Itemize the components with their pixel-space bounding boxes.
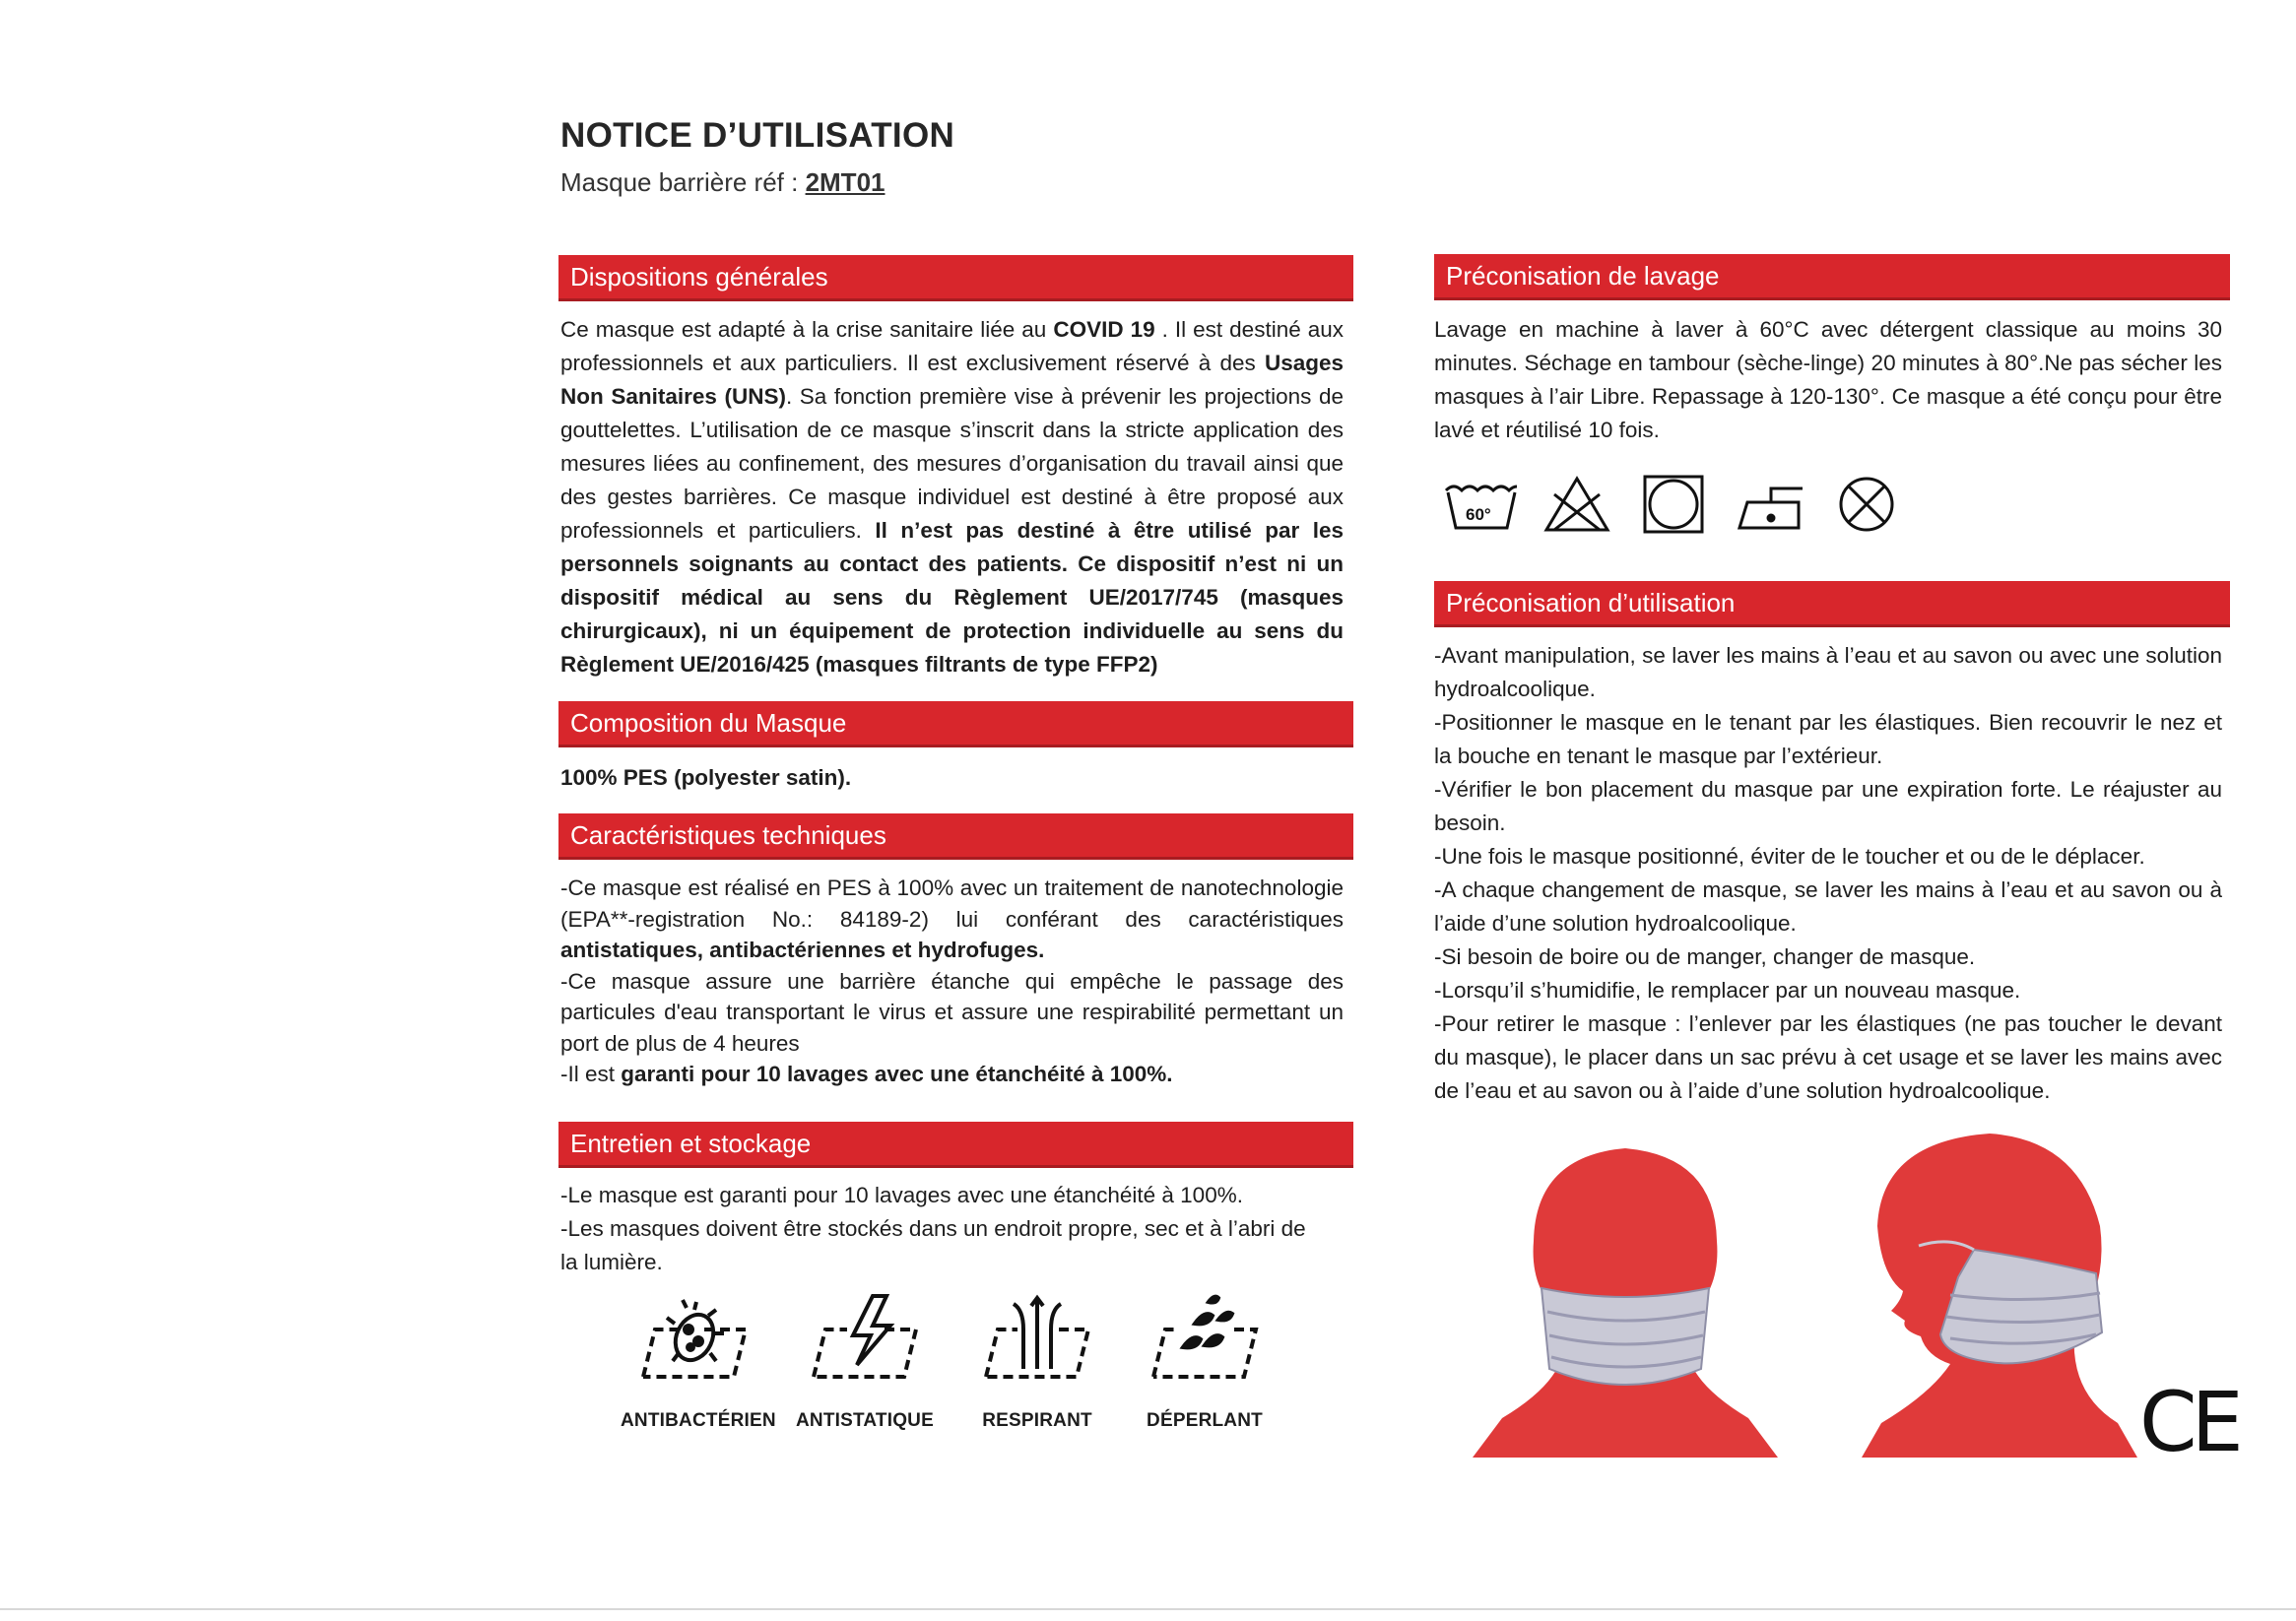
property-label: ANTISTATIQUE [796, 1410, 934, 1431]
tumble-dry-icon [1635, 473, 1712, 536]
lightning-icon [796, 1290, 934, 1389]
section-header-utilisation: Préconisation d’utilisation [1434, 581, 2230, 624]
water-drops-icon [1136, 1290, 1274, 1389]
reference-code: 2MT01 [805, 167, 886, 197]
instruction-line: -Pour retirer le masque : l’enlever par les élastiques (ne pas toucher le devant du masque), le placer dans un sac prévu à cet usage et se laver les mains avec de l’eau et au savon ou à l’aide d’une solution hydroalcoolique. [1434, 1011, 2222, 1103]
section-header-composition: Composition du Masque [558, 701, 1353, 745]
care-icons-row [1442, 473, 1925, 536]
iron-icon [1732, 473, 1808, 536]
head-side-illustration [1842, 1128, 2137, 1458]
head-front-illustration [1473, 1142, 1778, 1458]
property-label: DÉPERLANT [1147, 1410, 1263, 1431]
instruction-line: -Une fois le masque positionné, éviter de le toucher et ou de le déplacer. [1434, 844, 2145, 869]
svg-text:60°: 60° [1466, 505, 1491, 524]
section-header-caracteristiques: Caractéristiques techniques [558, 813, 1353, 857]
property-antistatique [791, 1290, 939, 1432]
subtitle-prefix: Masque barrière réf : [560, 167, 806, 197]
document-title: NOTICE D’UTILISATION [560, 116, 955, 155]
bacteria-icon [625, 1290, 763, 1389]
airflow-icon [968, 1290, 1106, 1389]
no-bleach-icon [1539, 473, 1615, 536]
dispositions-text: Ce masque est adapté à la crise sanitaire liée au COVID 19 . Il est destiné aux professionnels et aux particuliers. Il est exclusivement réservé à des Usages Non Sanitaires (UNS). Sa fonction première vise à prévenir les projections de gouttelettes. L’utilisation de ce masque s’inscrit dans la stricte application des mesures liées au confinement, des mesures d’organisation du travail ainsi que des gestes barrières. Ce masque individuel est destiné à être proposé aux professionnels et particuliers. Il n’est pas destiné à être utilisé par les personnels soignants au contact des patients. Ce dispositif n’est ni un dispositif médical au sens du Règlement UE/2017/745 (masques chirurgicaux), ni un équipement de protection individuelle au sens du Règlement UE/2016/425 (masques filtrants de type FFP2) [560, 317, 1344, 677]
section-header-dispositions: Dispositions générales [558, 255, 1353, 298]
utilisation-text [1434, 639, 2222, 1108]
ce-mark: CE [2139, 1374, 2238, 1470]
lavage-text: Lavage en machine à laver à 60°C avec détergent classique au moins 30 minutes. Séchage en tambour (sèche-linge) 20 minutes à 80°.Ne pas sécher les masques à l’air Libre. Repassage à 120-130°. Ce masque a été conçu pour être lavé et réutilisé 10 fois. [1434, 317, 2222, 442]
property-label: RESPIRANT [982, 1410, 1092, 1431]
section-header-entretien: Entretien et stockage [558, 1122, 1353, 1165]
property-deperlant [1131, 1290, 1279, 1432]
instruction-line: -A chaque changement de masque, se laver les mains à l’eau et au savon ou à l’aide d’une solution hydroalcoolique. [1434, 877, 2222, 936]
section-header-lavage: Préconisation de lavage [1434, 254, 2230, 297]
page-bottom-edge [0, 1608, 2296, 1610]
instruction-line: -Si besoin de boire ou de manger, changer de masque. [1434, 944, 1976, 969]
entretien-text: -Le masque est garanti pour 10 lavages avec une étanchéité à 100%. -Les masques doivent être stockés dans un endroit propre, sec et à l’abri de la lumière. [560, 1183, 1306, 1274]
caracteristiques-text: -Ce masque est réalisé en PES à 100% avec un traitement de nanotechnologie (EPA**-registration No.: 84189-2) lui conférant des caractéristiques antistatiques, antibactériennes et hydrofuges. -Ce masque assure une barrière étanche qui empêche le passage des particules d'eau transportant le virus et assure une respirabilité permettant un port de plus de 4 heures -Il est garanti pour 10 lavages avec une étanchéité à 100%. [560, 875, 1344, 1086]
instruction-line: -Positionner le masque en le tenant par les élastiques. Bien recouvrir le nez et la bouche en tenant le masque par l’extérieur. [1434, 710, 2222, 768]
property-label: ANTIBACTÉRIEN [621, 1410, 776, 1431]
no-dry-clean-icon [1828, 473, 1905, 536]
instruction-line: -Avant manipulation, se laver les mains à l’eau et au savon ou avec une solution hydroalcoolique. [1434, 643, 2222, 701]
property-antibacterien [621, 1290, 776, 1432]
instruction-line: -Lorsqu’il s’humidifie, le remplacer par un nouveau masque. [1434, 978, 2021, 1003]
instruction-line: -Vérifier le bon placement du masque par une expiration forte. Le réajuster au besoin. [1434, 777, 2222, 835]
property-respirant [963, 1290, 1111, 1432]
composition-text: 100% PES (polyester satin). [560, 765, 852, 790]
wash-60-icon [1442, 473, 1519, 536]
document-subtitle [560, 167, 885, 198]
